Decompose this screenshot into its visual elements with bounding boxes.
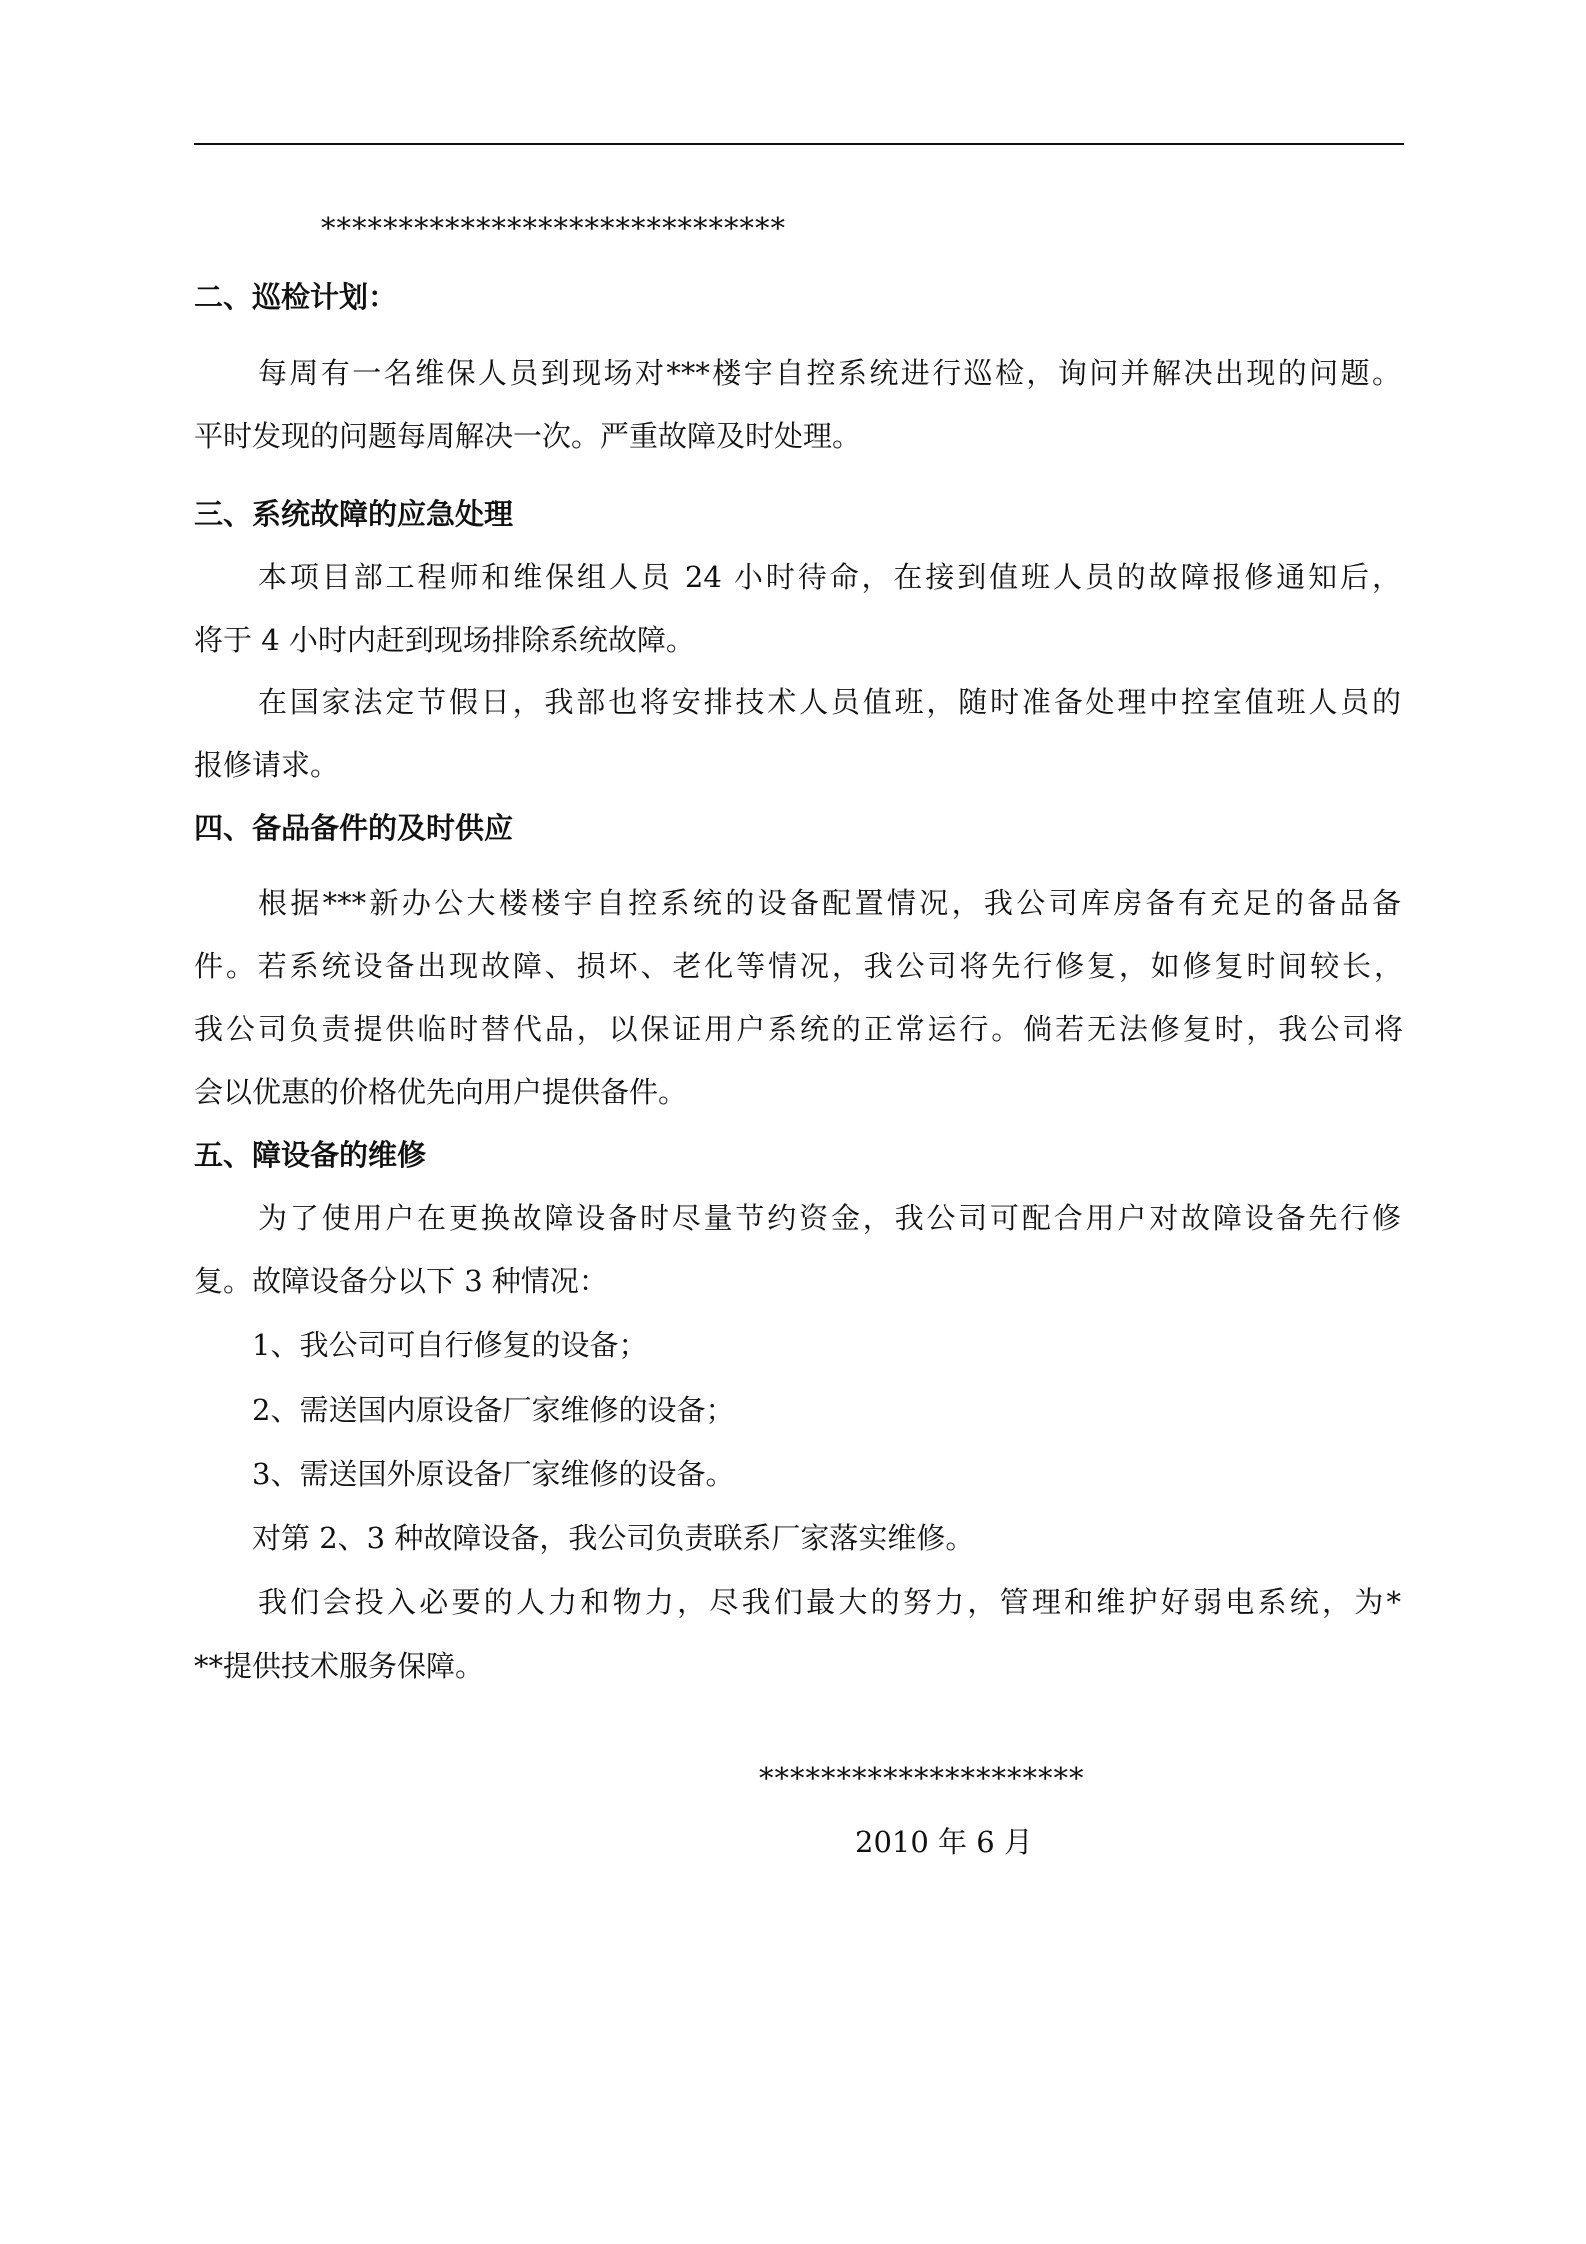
- section-heading-inspection-plan: 二、巡检计划：: [194, 280, 398, 314]
- section-heading-equipment-repair: 五、障设备的维修: [194, 1138, 427, 1172]
- section-heading-emergency-handling: 三、系统故障的应急处理: [194, 497, 514, 531]
- paragraph-line: 我们会投入必要的人力和物力，尽我们最大的努力，管理和维护好弱电系统，为*: [258, 1585, 1401, 1619]
- paragraph-line: 对第 2、3 种故障设备，我公司负责联系厂家落实维修。: [252, 1521, 975, 1555]
- list-item: 1、我公司可自行修复的设备；: [252, 1328, 648, 1362]
- list-item: 3、需送国外原设备厂家维修的设备。: [252, 1457, 735, 1491]
- header-stars: ******************************: [321, 211, 786, 245]
- paragraph-line: 根据***新办公大楼楼宇自控系统的设备配置情况，我公司库房备有充足的备品备: [258, 886, 1401, 920]
- header-rule: [194, 143, 1404, 145]
- paragraph-line: 本项目部工程师和维保组人员 24 小时待命，在接到值班人员的故障报修通知后，: [258, 560, 1401, 594]
- paragraph-line: 平时发现的问题每周解决一次。严重故障及时处理。: [194, 419, 862, 453]
- section-heading-spare-parts: 四、备品备件的及时供应: [194, 811, 514, 845]
- document-date: 2010 年 6 月: [855, 1825, 1033, 1859]
- signature-stars: *********************: [759, 1761, 1085, 1795]
- paragraph-line: 件。若系统设备出现故障、损坏、老化等情况，我公司将先行修复，如修复时间较长，: [194, 949, 1403, 983]
- list-item: 2、需送国内原设备厂家维修的设备；: [252, 1393, 735, 1427]
- paragraph-line: 复。故障设备分以下 3 种情况：: [194, 1264, 608, 1298]
- paragraph-line: 会以优惠的价格优先向用户提供备件。: [194, 1075, 688, 1109]
- paragraph-line: 在国家法定节假日，我部也将安排技术人员值班，随时准备处理中控室值班人员的: [258, 685, 1401, 719]
- paragraph-line: 将于 4 小时内赶到现场排除系统故障。: [194, 623, 695, 657]
- paragraph-line: 我公司负责提供临时替代品，以保证用户系统的正常运行。倘若无法修复时，我公司将: [194, 1012, 1403, 1046]
- paragraph-line: 为了使用户在更换故障设备时尽量节约资金，我公司可配合用户对故障设备先行修: [258, 1201, 1401, 1235]
- paragraph-line: **提供技术服务保障。: [194, 1649, 485, 1683]
- paragraph-line: 报修请求。: [194, 748, 340, 782]
- paragraph-line: 每周有一名维保人员到现场对***楼宇自控系统进行巡检，询问并解决出现的问题。: [258, 356, 1401, 390]
